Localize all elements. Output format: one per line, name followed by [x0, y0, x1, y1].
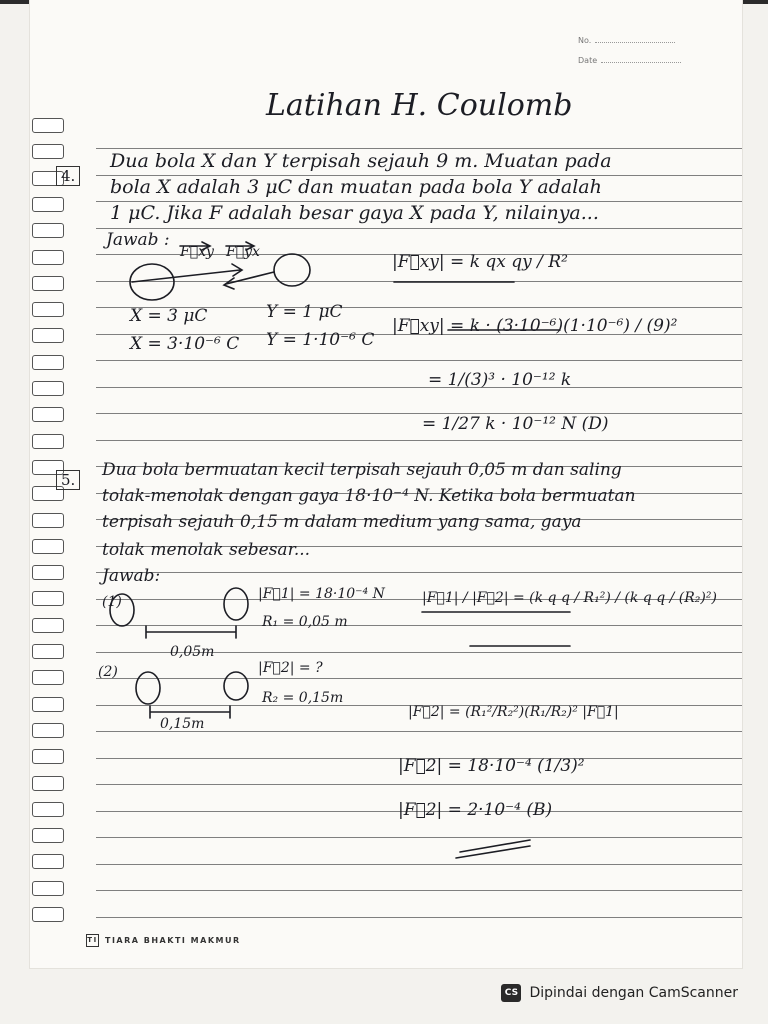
p4-step-3: = 1/(3)³ · 10⁻¹² k	[428, 370, 572, 390]
problem-5-number: 5.	[56, 470, 80, 490]
case-1-label: (1)	[102, 594, 122, 610]
hand-drawn-sketches	[30, 0, 742, 968]
answer-underline	[456, 840, 530, 858]
p5-step-3: |F⃗2| = 18·10⁻⁴ (1/3)²	[398, 756, 585, 776]
problem-5-line-1: Dua bola bermuatan kecil terpisah sejauh 0,05 m dan saling	[102, 460, 622, 480]
given-y-c: Y = 1·10⁻⁶ C	[266, 330, 375, 350]
p4-step-4: = 1/27 k · 10⁻¹² N (D)	[422, 414, 609, 434]
case-1-distance: R₁ = 0,05 m	[262, 614, 348, 630]
no-field: No.	[578, 36, 675, 45]
problem-4-number: 4.	[56, 166, 80, 186]
page-title: Latihan H. Coulomb	[266, 88, 573, 123]
case-1-sphere-a	[110, 594, 134, 626]
case-2-distance-bar	[150, 706, 230, 718]
problem-4-line-3: 1 μC. Jika F adalah besar gaya X pada Y, nilainya...	[110, 202, 599, 224]
scanner-watermark	[501, 984, 738, 1002]
problem-4-line-1: Dua bola X dan Y terpisah sejauh 9 m. Muatan pada	[110, 150, 612, 172]
p5-step-2: |F⃗2| = (R₁²/R₂²)(R₁/R₂)² |F⃗1|	[408, 704, 619, 720]
case-1-bar-label: 0,05m	[170, 644, 215, 660]
problem-4-line-2: bola X adalah 3 μC dan muatan pada bola Y adalah	[110, 176, 602, 198]
case-2-sphere-b	[224, 672, 248, 700]
p5-step-1: |F⃗1| / |F⃗2| = (k q q / R₁²) / (k q q / (R₂)²)	[422, 590, 717, 606]
problem-5-line-4: tolak menolak sebesar...	[102, 540, 311, 560]
force-label-xy: F⃗xy	[180, 244, 214, 260]
problem-5-line-3: terpisah sejauh 0,15 m dalam medium yang sama, gaya	[102, 512, 582, 532]
case-1-distance-bar	[146, 626, 236, 638]
case-2-sphere-a	[136, 672, 160, 704]
given-x-uc: X = 3 μC	[130, 306, 208, 326]
case-1-force: |F⃗1| = 18·10⁻⁴ N	[258, 586, 385, 602]
notebook-page	[30, 0, 742, 968]
problem-5-line-2: tolak-menolak dengan gaya 18·10⁻⁴ N. Ketika bola bermuatan	[102, 486, 636, 506]
force-label-yx: F⃗yx	[226, 244, 260, 260]
sphere-y-sketch	[274, 254, 310, 286]
force-arrow-xy	[132, 264, 242, 282]
case-2-bar-label: 0,15m	[160, 716, 205, 732]
scanner-text: Dipindai dengan CamScanner	[529, 985, 738, 1001]
brand-logo-icon: TI	[86, 934, 99, 947]
given-y-uc: Y = 1 μC	[266, 302, 343, 322]
camscanner-logo-icon: CS	[501, 984, 521, 1002]
problem-4-answer-label: Jawab :	[106, 230, 170, 250]
notebook-brand: TI TIARA BHAKTI MAKMUR	[87, 936, 241, 945]
case-2-label: (2)	[98, 664, 118, 680]
case-2-distance: R₂ = 0,15m	[262, 690, 344, 706]
case-1-sphere-b	[224, 588, 248, 620]
case-2-force: |F⃗2| = ?	[258, 660, 323, 676]
p5-step-4: |F⃗2| = 2·10⁻⁴ (B)	[398, 800, 553, 820]
p4-step-1: |F⃗xy| = k qx qy / R²	[392, 252, 568, 272]
problem-5-answer-label: Jawab:	[102, 566, 161, 586]
force-arrow-yx	[224, 272, 274, 289]
date-field: Date	[578, 56, 681, 65]
p4-step-2: |F⃗xy| = k · (3·10⁻⁶)(1·10⁻⁶) / (9)²	[392, 316, 678, 336]
given-x-c: X = 3·10⁻⁶ C	[130, 334, 240, 354]
